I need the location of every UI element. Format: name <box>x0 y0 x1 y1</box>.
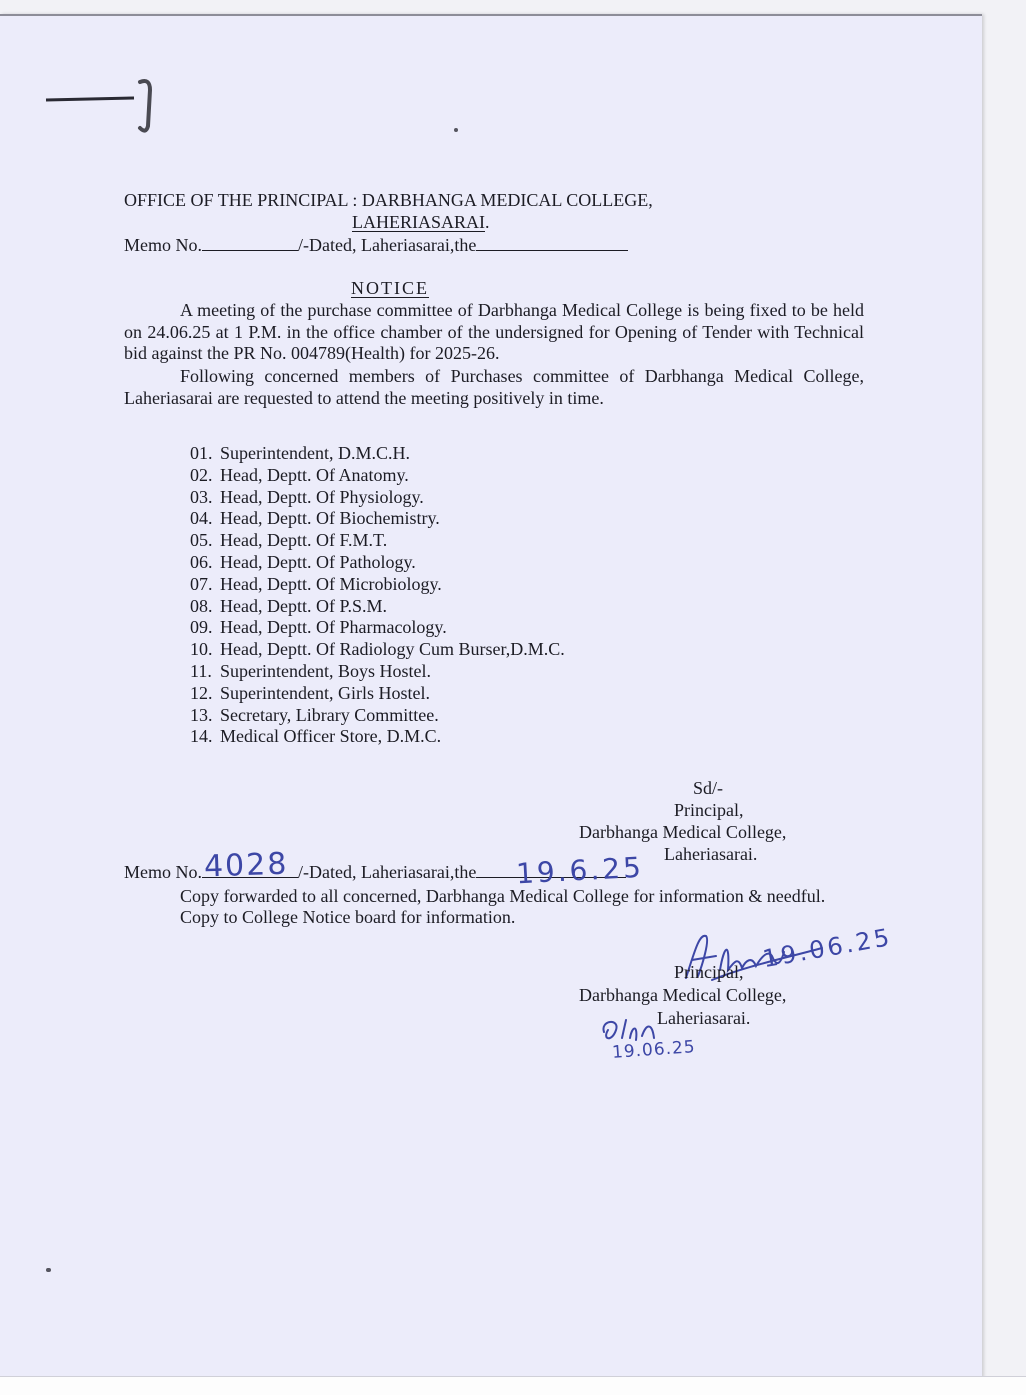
notice-title: NOTICE <box>351 278 429 298</box>
list-item: 12. Superintendent, Girls Hostel. <box>190 682 430 703</box>
dated-text: /-Dated, Laheriasarai,the <box>298 235 477 255</box>
copy-line-1: Copy forwarded to all concerned, Darbhanga Medical College for information & needful. <box>180 886 826 906</box>
notice-paragraph-1: A meeting of the purchase committee of Darbhanga Medical College is being fixed to be held on 24.06.25 at 1 P.M. in the office chamber of the undersigned for Opening of Tender with Technical bid against the PR No. 004789(Health) for 2025-26. <box>124 300 864 363</box>
list-item: 09. Head, Deptt. Of Pharmacology. <box>190 617 447 638</box>
scan-bottom-edge <box>0 1376 1026 1395</box>
date-blank <box>476 234 628 251</box>
place-name: LAHERIASARAI <box>352 212 485 232</box>
memo-label: Memo No. <box>124 862 202 882</box>
dated-text: /-Dated, Laheriasarai,the <box>298 862 477 882</box>
principal-title: Principal, <box>674 800 744 820</box>
list-item: 02. Head, Deptt. Of Anatomy. <box>190 464 409 485</box>
copy-line-2: Copy to College Notice board for information. <box>180 907 516 927</box>
initial-date: 19.06.25 <box>611 1037 697 1063</box>
list-item: 05. Head, Deptt. Of F.M.T. <box>190 530 388 551</box>
memo-number-blank <box>202 234 298 251</box>
list-item: 06. Head, Deptt. Of Pathology. <box>190 551 416 572</box>
list-item: 01. Superintendent, D.M.C.H. <box>190 443 410 463</box>
college-place-2: Laheriasarai. <box>657 1008 751 1028</box>
list-item: 13. Secretary, Library Committee. <box>190 704 439 725</box>
college-place: Laheriasarai. <box>664 844 758 864</box>
signature-date: 19.06.25 <box>760 922 895 974</box>
list-item: 14. Medical Officer Store, D.M.C. <box>190 726 442 747</box>
list-item: 07. Head, Deptt. Of Microbiology. <box>190 573 442 594</box>
list-item: 10. Head, Deptt. Of Radiology Cum Burser,D.M.C. <box>190 639 565 660</box>
college-name-2: Darbhanga Medical College, <box>579 985 787 1005</box>
list-item: 08. Head, Deptt. Of P.S.M. <box>190 595 387 616</box>
document-page <box>0 14 982 1378</box>
office-place: LAHERIASARAI. <box>352 212 490 232</box>
principal-title-2: Principal, <box>674 962 744 982</box>
members-list <box>190 443 565 748</box>
notice-paragraph-2: Following concerned members of Purchases committee of Darbhanga Medical College, Laheriasarai are requested to attend the meeting positively in time. <box>124 366 864 408</box>
sd-mark: Sd/- <box>693 778 724 798</box>
scan-speck <box>454 128 458 132</box>
list-item: 03. Head, Deptt. Of Physiology. <box>190 486 424 507</box>
staple-pin <box>42 74 162 138</box>
handwritten-memo-number: 4028 <box>203 846 289 885</box>
list-item: 04. Head, Deptt. Of Biochemistry. <box>190 508 440 529</box>
scan-speck <box>46 1268 51 1272</box>
list-item: 11. Superintendent, Boys Hostel. <box>190 660 431 681</box>
handwritten-date: 19.6.25 <box>515 850 645 891</box>
college-name: Darbhanga Medical College, <box>579 822 787 842</box>
memo-label: Memo No. <box>124 235 202 255</box>
office-heading: OFFICE OF THE PRINCIPAL : DARBHANGA MEDICAL COLLEGE, <box>124 190 653 210</box>
memo-line-1 <box>124 234 628 257</box>
